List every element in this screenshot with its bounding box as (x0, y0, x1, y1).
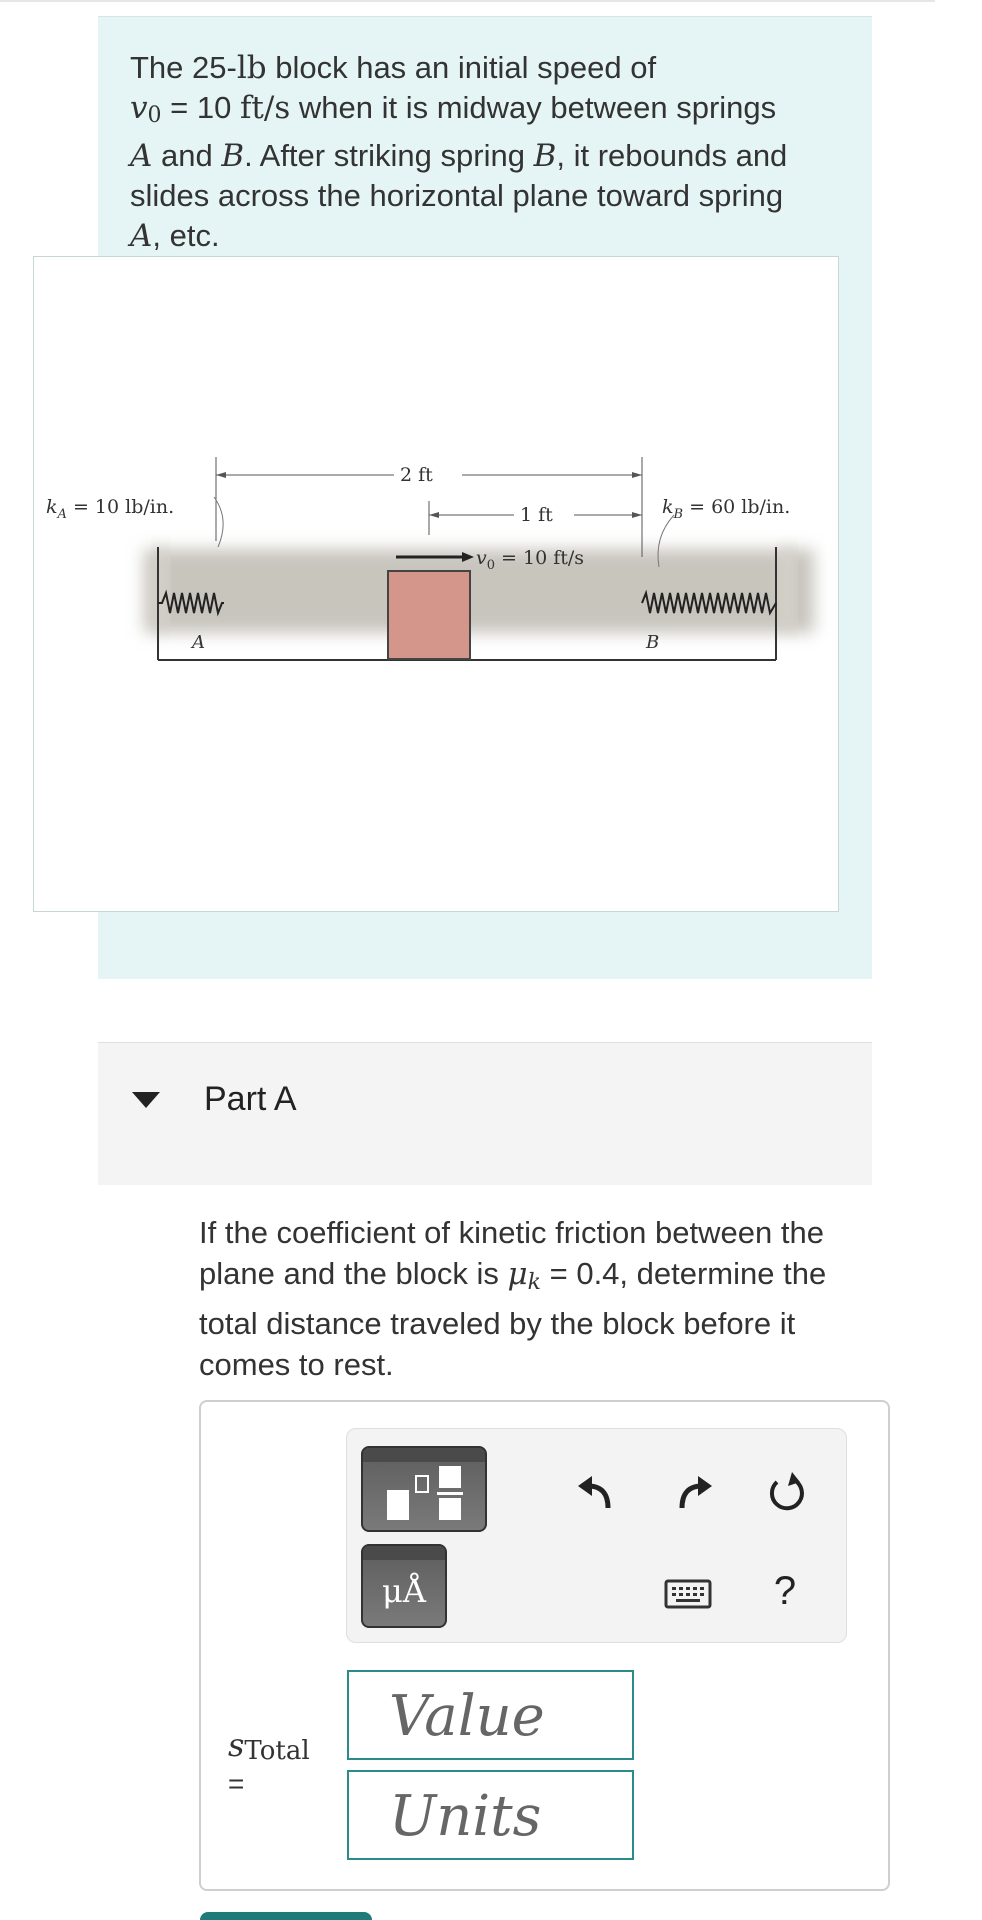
keyboard-button[interactable] (664, 1570, 714, 1620)
wall-b-shadow (779, 549, 795, 629)
wall-a-shadow (154, 549, 168, 629)
ka-label: $k_A = 10$ lb/in. (46, 496, 175, 522)
dim-2ft-arrow-left (216, 472, 226, 478)
problem-statement: The 25-lb block has an initial speed of v0 = 10 ft/s when it is midway between springs A and B. After striking spring B, it rebounds and slides across the horizontal plane toward spring A, etc. (130, 50, 788, 254)
help-icon: ? (773, 1569, 797, 1613)
dim-1ft-label: 1 ft (520, 504, 553, 526)
spring-block-diagram (34, 257, 838, 911)
top-divider (0, 0, 935, 2)
units-button[interactable] (361, 1544, 447, 1628)
redo-button[interactable] (670, 1468, 720, 1518)
block (388, 571, 470, 659)
units-button-highlight (363, 1546, 445, 1560)
undo-icon (570, 1468, 620, 1518)
submit-button-edge[interactable] (200, 1912, 372, 1920)
templates-icon (363, 1448, 485, 1530)
units-placeholder: Units (389, 1784, 542, 1849)
part-a-title: Part A (204, 1080, 297, 1118)
kb-label: $k_B = 60$ lb/in. (662, 496, 791, 522)
help-button[interactable] (760, 1566, 810, 1616)
dim-2ft-label: 2 ft (400, 464, 433, 486)
velocity-label: $v_0 = 10$ ft/s (476, 547, 585, 573)
redo-icon (670, 1468, 720, 1518)
units-input[interactable] (347, 1770, 634, 1860)
reset-icon (762, 1468, 812, 1518)
templates-button[interactable] (361, 1446, 487, 1532)
dim-1ft-arrow-left (429, 512, 439, 518)
question-text: If the coefficient of kinetic friction between the plane and the block is μk = 0.4, determine the total distance traveled by the block before it comes to rest. (199, 1215, 827, 1382)
figure-frame (33, 256, 839, 912)
collapse-caret-icon[interactable] (132, 1092, 160, 1108)
dim-2ft-arrow-right (632, 472, 642, 478)
dim-1ft-arrow-right (632, 512, 642, 518)
value-input[interactable] (347, 1670, 634, 1760)
reset-button[interactable] (762, 1468, 812, 1518)
ka-leader (214, 497, 223, 547)
undo-button[interactable] (570, 1468, 620, 1518)
answer-equals: = (228, 1768, 245, 1799)
keyboard-icon (664, 1575, 714, 1615)
value-placeholder: Value (389, 1684, 545, 1749)
units-icon: μÅ (382, 1572, 426, 1610)
spring-a-label: A (192, 632, 205, 653)
spring-b-label: B (646, 632, 660, 653)
answer-symbol: sTotal (228, 1726, 310, 1766)
